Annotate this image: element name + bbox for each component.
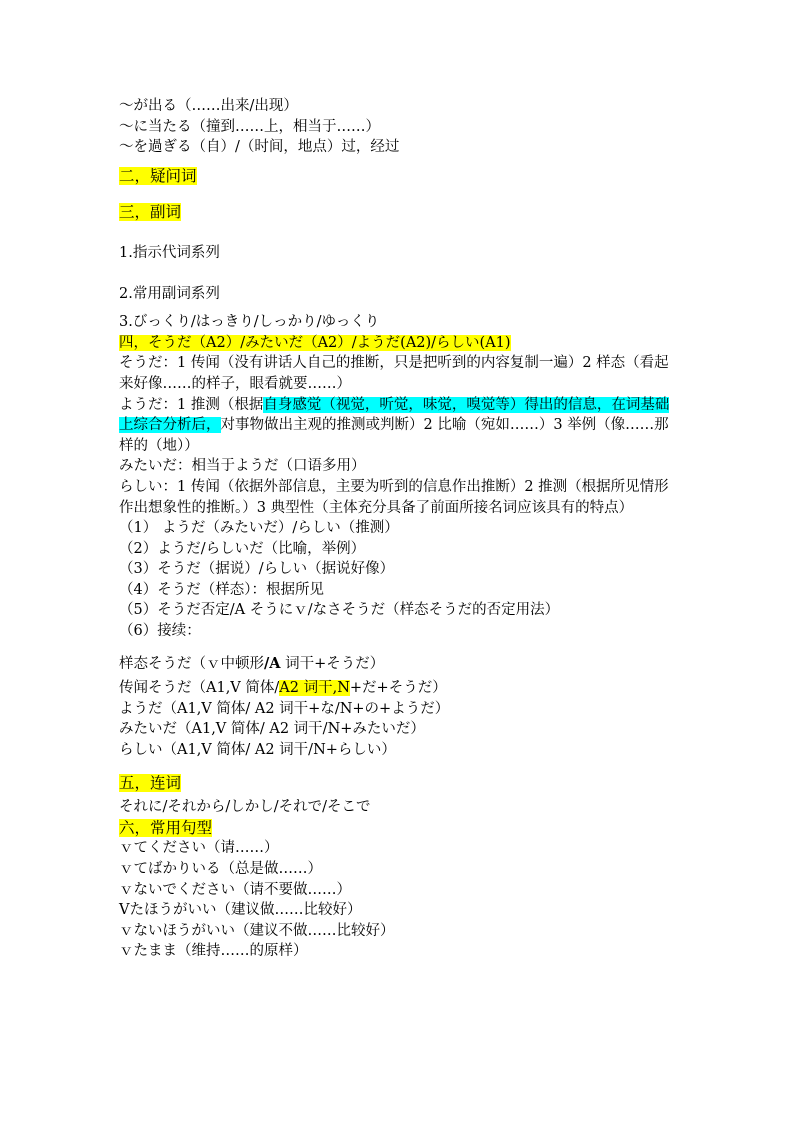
list-item: ｖないほうがいい（建议不做……比较好）: [119, 922, 395, 939]
paragraph: ようだ：1 推测（根据自身感觉（视觉，听觉，味觉，嗅觉等）得出的信息，在词基础上综合分析后，对事物做出主观的推测或判断）2 比喻（宛如……）3 举例（像……那样的（地））: [119, 396, 670, 454]
text-line: 2.常用副词系列: [119, 285, 220, 302]
section-heading: [119, 202, 679, 223]
heading-highlight: 六，常用句型: [119, 818, 213, 837]
section-heading: [119, 333, 679, 354]
section-heading: [119, 166, 679, 187]
text-line: それに/それから/しかし/それで/そこで: [119, 799, 371, 816]
list-item: ｖないでください（请不要做……）: [119, 881, 351, 898]
heading-highlight: 五，连词: [119, 773, 182, 792]
list-item: ｖてください（请……）: [119, 840, 279, 857]
list-item: （3）そうだ（据说）/らしい（据说好像）: [119, 561, 395, 578]
paragraph: らしい：1 传闻（依据外部信息，主要为听到的信息作出推断）2 推测（根据所见情形作出想象性的推断。）3 典型性（主体充分具备了前面所接名词应该具有的特点）: [119, 478, 669, 516]
list-item: ｖたまま（维持……的原样）: [119, 943, 308, 960]
cyan-highlight: 自身感觉（视觉，听觉，味觉，嗅觉等）得出的信息，在词基础上综合分析后，: [119, 396, 670, 434]
list-item: ｖてばかりいる（总是做……）: [119, 861, 322, 877]
connection-rule: ようだ（A1,V 简体/ A2 词干+な/N+の+ようだ）: [119, 700, 450, 717]
text-line: ～に当たる（撞到……上，相当于……）: [119, 118, 380, 135]
heading-highlight: 四，そうだ（A2）/みたいだ（A2）/ようだ(A2)/らしい(A1): [119, 334, 511, 351]
list-item: （2）ようだ/らしいだ（比喻，举例）: [119, 540, 366, 557]
text-line: 3.びっくり/はっきり/しっかり/ゆっくり: [119, 314, 380, 331]
yellow-highlight: A2 词干,N: [279, 680, 350, 697]
text-line: 1.指示代词系列: [119, 244, 220, 261]
section-heading: [119, 773, 679, 794]
list-item: （6）接续：: [119, 623, 201, 640]
document-body: [119, 96, 679, 962]
list-item: （5）そうだ否定/A そうにｖ/なさそうだ（样态そうだ的否定用法）: [119, 602, 560, 619]
connection-rule: みたいだ（A1,V 简体/ A2 词干/N+みたいだ）: [119, 721, 425, 738]
text-line: ～が出る（……出来/出现）: [119, 98, 298, 114]
heading-highlight: 二，疑问词: [119, 166, 197, 185]
connection-rule: らしい（A1,V 简体/ A2 词干/N+らしい）: [119, 742, 396, 759]
paragraph: そうだ：1 传闻（没有讲话人自己的推断，只是把听到的内容复制一遍）2 样态（看起来好像……的样子，眼看就要……）: [119, 355, 669, 392]
text-line: ～を過ぎる（自）/（时间，地点）过，经过: [119, 139, 400, 156]
list-item: Vたほうがいい（建议做……比较好）: [119, 902, 362, 919]
section-heading: [119, 818, 679, 839]
list-item: （1） ようだ（みたいだ）/らしい（推测）: [119, 520, 399, 537]
connection-rule: 样态そうだ（ｖ中顿形/A 词干+そうだ）: [119, 654, 385, 672]
list-item: （4）そうだ（样态）：根据所见: [119, 581, 324, 598]
heading-highlight: 三，副词: [119, 203, 182, 222]
paragraph: みたいだ：相当于ようだ（口语多用）: [119, 458, 366, 475]
connection-rule: 传闻そうだ（A1,V 简体/A2 词干,N+だ+そうだ）: [119, 680, 447, 697]
